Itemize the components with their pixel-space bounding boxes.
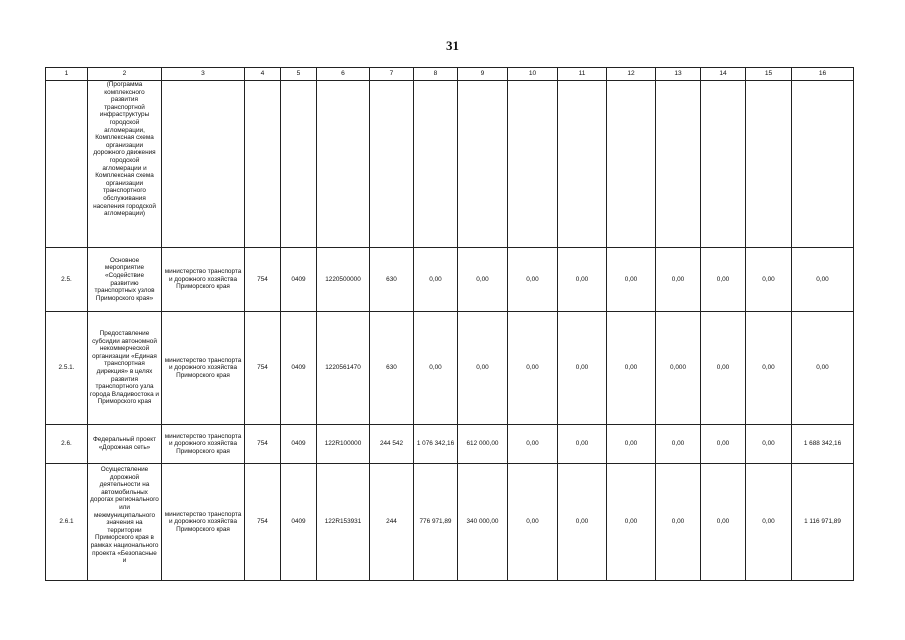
row-number-cell: 2.5.1.	[46, 312, 88, 425]
table-cell: 630	[370, 312, 414, 425]
table-cell: 0,00	[701, 464, 746, 581]
table-cell: 0,00	[656, 464, 701, 581]
table-cell	[370, 81, 414, 248]
table-cell: 0,00	[607, 464, 656, 581]
table-cell: 0,00	[746, 312, 792, 425]
table-cell: 630	[370, 248, 414, 312]
column-header: 12	[607, 68, 656, 81]
table-cell	[414, 81, 458, 248]
table-cell: 1220500000	[317, 248, 370, 312]
item-name-cell: Осуществление дорожной деятельности на автомобильных дорогах регионального или межмуниципального значения на территории Приморского края в рамках национального проекта «Безопасные и	[88, 464, 162, 581]
table-cell: 0,00	[701, 312, 746, 425]
table-row	[46, 81, 854, 248]
table-cell: 0,00	[746, 248, 792, 312]
row-number-cell	[46, 81, 88, 248]
header-row	[46, 68, 854, 81]
column-header: 11	[558, 68, 607, 81]
table-cell: 122R100000	[317, 425, 370, 464]
row-number-cell: 2.6.	[46, 425, 88, 464]
column-header: 7	[370, 68, 414, 81]
table-cell: 0,00	[508, 425, 558, 464]
executor-cell: министерство транспорта и дорожного хозяйства Приморского края	[162, 248, 245, 312]
table-cell: 0,00	[458, 248, 508, 312]
item-name-cell: Федеральный проект «Дорожная сеть»	[88, 425, 162, 464]
table-cell	[317, 81, 370, 248]
column-header: 4	[245, 68, 281, 81]
table-cell: 0,00	[746, 464, 792, 581]
item-name-cell: (Программа комплексного развития транспортной инфраструктуры городской агломерации, Комплексная схема организации дорожного движения городской агломерации и Комплексная схема организации транспортного обслуживания населения городской агломерации)	[88, 81, 162, 248]
table-cell: 244	[370, 464, 414, 581]
table-cell	[245, 81, 281, 248]
column-header: 1	[46, 68, 88, 81]
table-cell: 1220561470	[317, 312, 370, 425]
table-cell	[746, 81, 792, 248]
table-cell: 0,00	[458, 312, 508, 425]
table-cell: 0,00	[701, 248, 746, 312]
column-header: 10	[508, 68, 558, 81]
table-cell	[558, 81, 607, 248]
table-cell: 0409	[281, 248, 317, 312]
row-number-cell: 2.5.	[46, 248, 88, 312]
column-header: 3	[162, 68, 245, 81]
column-header: 13	[656, 68, 701, 81]
table-cell	[656, 81, 701, 248]
table-cell	[508, 81, 558, 248]
column-header: 15	[746, 68, 792, 81]
table-cell: 0,00	[558, 312, 607, 425]
executor-cell: министерство транспорта и дорожного хозяйства Приморского края	[162, 312, 245, 425]
column-header: 6	[317, 68, 370, 81]
row-number-cell: 2.6.1	[46, 464, 88, 581]
budget-table	[45, 67, 854, 581]
table-cell: 0,00	[607, 425, 656, 464]
table-cell: 0,00	[508, 312, 558, 425]
table-row	[46, 464, 854, 581]
table-cell: 0409	[281, 312, 317, 425]
table-cell: 1 116 971,89	[792, 464, 854, 581]
table-row	[46, 248, 854, 312]
column-header: 5	[281, 68, 317, 81]
table-cell: 754	[245, 312, 281, 425]
executor-cell: министерство транспорта и дорожного хозяйства Приморского края	[162, 425, 245, 464]
table-cell: 776 971,89	[414, 464, 458, 581]
item-name-cell: Основное мероприятие «Содействие развитию транспортных узлов Приморского края»	[88, 248, 162, 312]
table-cell: 1 076 342,16	[414, 425, 458, 464]
table-cell	[701, 81, 746, 248]
table-cell: 0409	[281, 425, 317, 464]
executor-cell: министерство транспорта и дорожного хозяйства Приморского края	[162, 464, 245, 581]
table-cell	[607, 81, 656, 248]
table-cell: 612 000,00	[458, 425, 508, 464]
column-header: 16	[792, 68, 854, 81]
table-cell: 0,00	[558, 425, 607, 464]
page-number: 31	[446, 38, 459, 53]
table-cell: 244 542	[370, 425, 414, 464]
table-cell: 0,00	[558, 464, 607, 581]
table-cell: 340 000,00	[458, 464, 508, 581]
table-cell: 0,00	[656, 248, 701, 312]
table-cell: 0,00	[508, 464, 558, 581]
item-name-cell: Предоставление субсидии автономной некоммерческой организации «Единая транспортная дирекция» в целях развития транспортного узла города Владивостока и Приморского края	[88, 312, 162, 425]
column-header: 9	[458, 68, 508, 81]
table-cell: 0,00	[746, 425, 792, 464]
table-cell: 754	[245, 248, 281, 312]
table-cell: 0,00	[792, 312, 854, 425]
table-cell: 0,00	[508, 248, 558, 312]
column-header: 8	[414, 68, 458, 81]
executor-cell	[162, 81, 245, 248]
table-row	[46, 312, 854, 425]
table-cell: 754	[245, 464, 281, 581]
table-cell: 0,00	[792, 248, 854, 312]
table-cell: 0,00	[701, 425, 746, 464]
column-header: 14	[701, 68, 746, 81]
table-cell: 122R153931	[317, 464, 370, 581]
table-cell: 0,00	[558, 248, 607, 312]
table-cell: 0,00	[607, 312, 656, 425]
table-cell: 0,00	[607, 248, 656, 312]
table-cell: 1 688 342,16	[792, 425, 854, 464]
table-row	[46, 425, 854, 464]
column-header: 2	[88, 68, 162, 81]
table-cell: 0,00	[414, 312, 458, 425]
table-cell	[281, 81, 317, 248]
table-cell: 0,000	[656, 312, 701, 425]
table-cell: 0409	[281, 464, 317, 581]
table-cell: 754	[245, 425, 281, 464]
table-cell: 0,00	[656, 425, 701, 464]
table-cell: 0,00	[414, 248, 458, 312]
table-cell	[458, 81, 508, 248]
table-cell	[792, 81, 854, 248]
